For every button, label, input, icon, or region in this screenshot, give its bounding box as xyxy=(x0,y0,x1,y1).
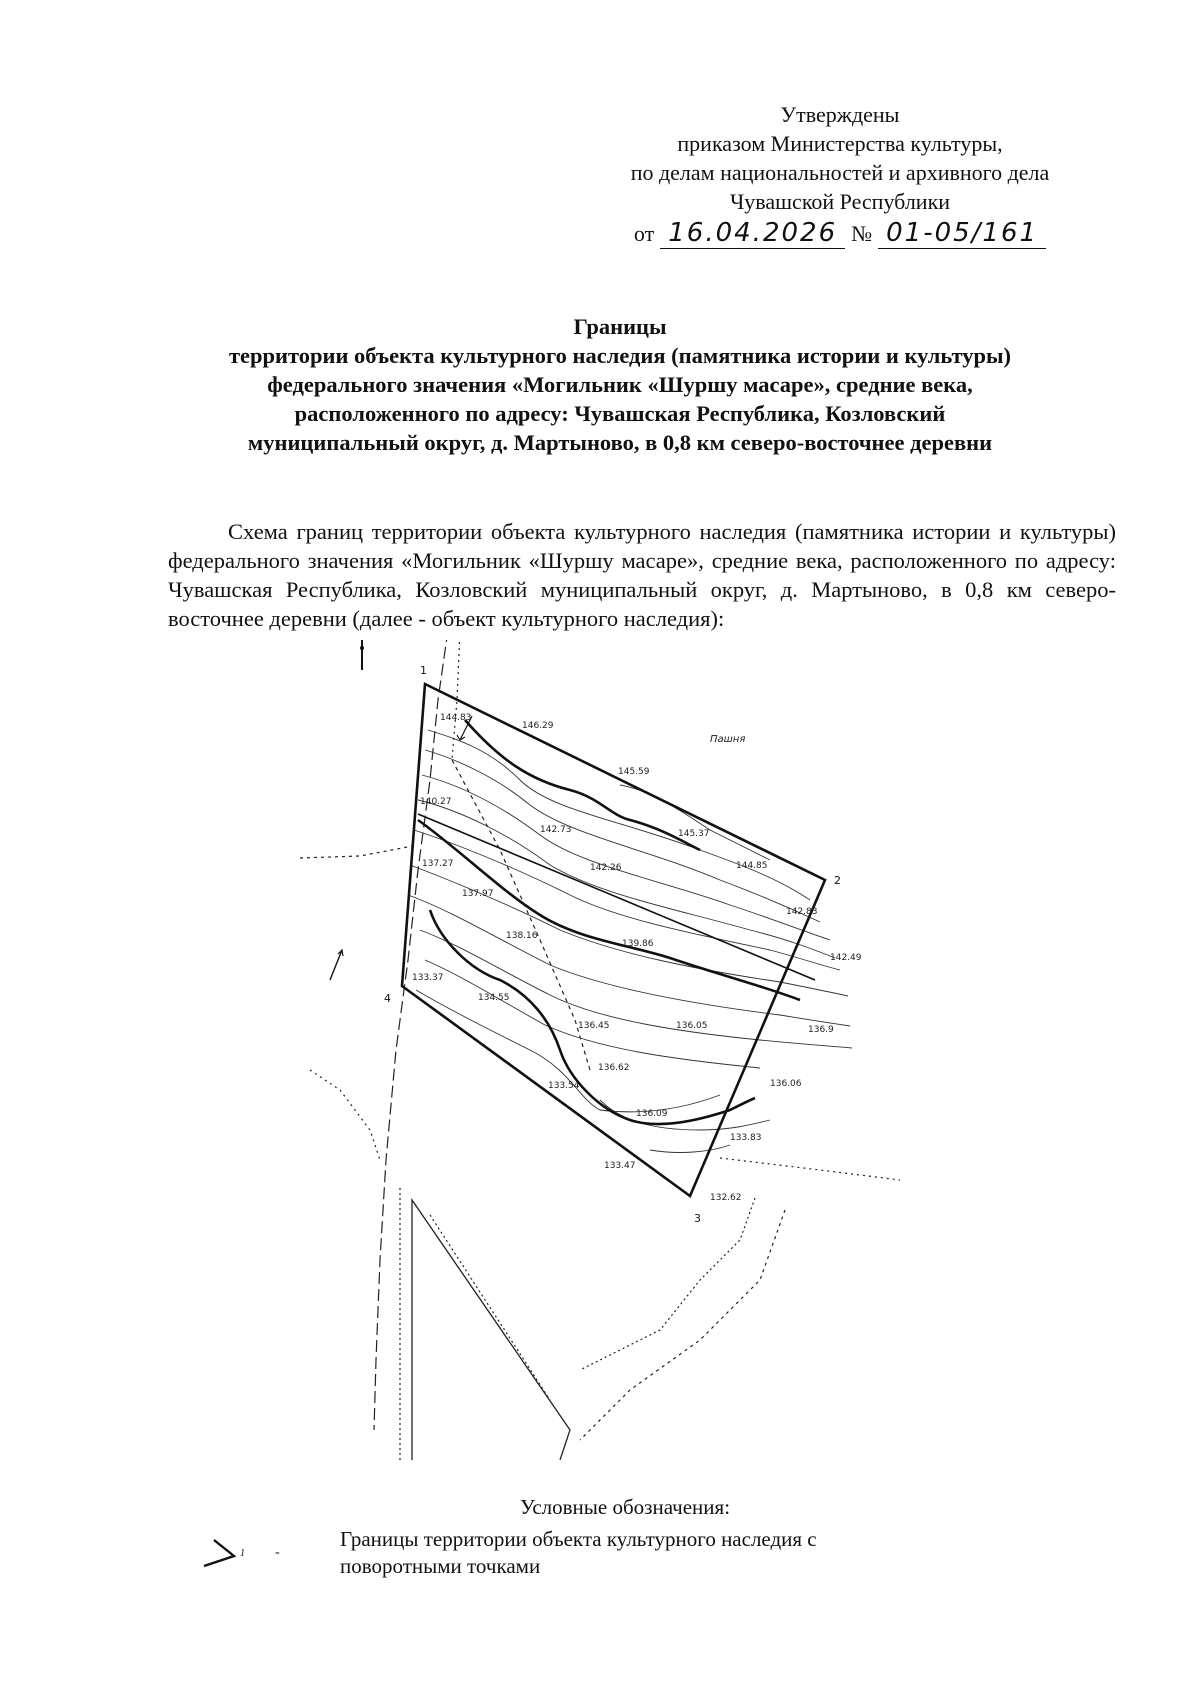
elev-25: 133.47 xyxy=(604,1161,636,1171)
elev-19: 136.9 xyxy=(808,1025,834,1035)
elev-22: 136.06 xyxy=(770,1079,802,1089)
legend-item xyxy=(200,1526,960,1586)
elev-16: 134.55 xyxy=(478,993,510,1003)
elev-10: 137.97 xyxy=(462,889,494,899)
elev-18: 136.05 xyxy=(676,1021,708,1031)
handwritten-number: 01-05/161 xyxy=(878,218,1046,249)
elev-20: 136.62 xyxy=(598,1063,630,1073)
elev-26: 132.62 xyxy=(710,1193,742,1203)
north-arrow-icon xyxy=(358,640,366,670)
title-line-1: Границы xyxy=(573,314,667,339)
elev-24: 133.83 xyxy=(730,1133,762,1143)
title-line-5: муниципальный округ, д. Мартыново, в 0,8 км северо-восточнее деревни xyxy=(247,430,993,455)
elev-5: 140.27 xyxy=(420,797,452,807)
point-3-label: 3 xyxy=(694,1212,701,1225)
point-1-label: 1 xyxy=(420,664,427,677)
date-prefix: от xyxy=(633,221,655,246)
legend-dash: - xyxy=(275,1545,280,1560)
elev-21: 133.54 xyxy=(548,1081,580,1091)
elev-14: 142.49 xyxy=(830,953,862,963)
elev-1: 144.83 xyxy=(440,713,472,723)
elev-12: 139.86 xyxy=(622,939,654,949)
elev-9: 137.27 xyxy=(422,859,454,869)
elev-2: 146.29 xyxy=(522,721,554,731)
road-lines xyxy=(300,640,900,1460)
title-line-2: территории объекта культурного наследия (памятника истории и культуры) xyxy=(228,343,1012,368)
legend-symbol-label: 1 xyxy=(240,1548,245,1559)
elev-15: 133.37 xyxy=(412,973,444,983)
elev-11: 138.16 xyxy=(506,931,538,941)
title-line-4: расположенного по адресу: Чувашская Республика, Козловский xyxy=(294,401,946,426)
boundary-polygon xyxy=(402,684,825,1196)
elev-13: 142.83 xyxy=(786,907,818,917)
approval-line-4: Чувашской Республики xyxy=(729,189,951,214)
approval-block xyxy=(560,100,1120,249)
order-date-number xyxy=(560,218,1120,249)
elev-6: 142.73 xyxy=(540,825,572,835)
boundary-symbol-icon xyxy=(200,1526,320,1576)
handwritten-date: 16.04.2026 xyxy=(660,218,845,249)
legend-title: Условные обозначения: xyxy=(520,1495,731,1519)
number-prefix: № xyxy=(851,221,873,246)
point-4-label: 4 xyxy=(384,992,391,1005)
elev-23: 136.09 xyxy=(636,1109,668,1119)
elev-4: 145.37 xyxy=(678,829,710,839)
point-2-label: 2 xyxy=(834,874,841,887)
elev-8: 144.85 xyxy=(736,861,768,871)
intro-paragraph: Схема границ территории объекта культурного наследия (памятника истории и культуры) федерального значения «Могильник «Шуршу масаре», средние века, расположенного по адресу: Чувашская Республика, Козловский муниципальный округ, д. Мартыново, в 0,8 км северо-восточнее деревни (далее - объект культурного наследия): xyxy=(168,518,1116,631)
legend-text: Границы территории объекта культурного наследия с поворотными точками xyxy=(340,1527,817,1578)
slope-arrow-icon xyxy=(330,950,343,980)
approval-line-3: по делам национальностей и архивного дела xyxy=(630,160,1050,185)
elev-17: 136.45 xyxy=(578,1021,610,1031)
title-line-3: федерального значения «Могильник «Шуршу масаре», средние века, xyxy=(267,372,973,397)
approval-line-2: приказом Министерства культуры, xyxy=(677,131,1003,156)
field-label: Пашня xyxy=(710,734,746,745)
elev-3: 145.59 xyxy=(618,767,650,777)
boundary-map xyxy=(300,640,980,1460)
document-title xyxy=(140,312,1100,457)
elev-7: 142.26 xyxy=(590,863,622,873)
approval-line-1: Утверждены xyxy=(780,102,900,127)
